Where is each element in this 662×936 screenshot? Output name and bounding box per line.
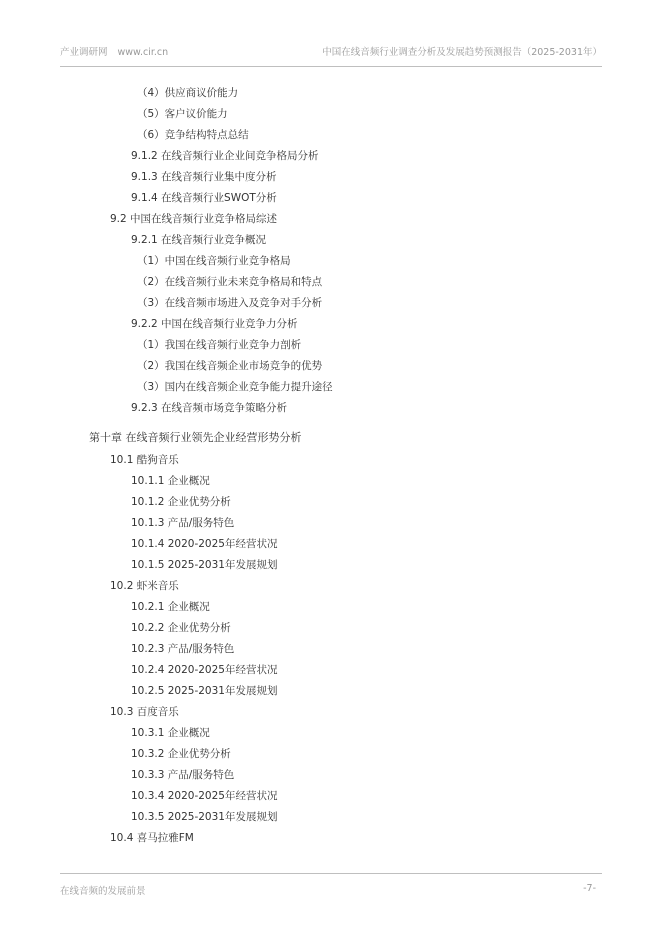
toc-entry: 10.3.5 2025-2031年发展规划: [131, 811, 278, 823]
toc-entry: 10.3.2 企业优势分析: [131, 748, 231, 760]
page-header: [60, 38, 602, 67]
toc-entry: 10.3 百度音乐: [110, 706, 179, 718]
toc-entry: 10.1.3 产品/服务特色: [131, 517, 235, 529]
toc-entry: 10.2.5 2025-2031年发展规划: [131, 685, 278, 697]
toc-entry: （3）国内在线音频企业竞争能力提升途径: [137, 381, 333, 393]
toc-entry: （6）竞争结构特点总结: [137, 129, 249, 141]
toc-entry: （3）在线音频市场进入及竞争对手分析: [137, 297, 323, 309]
toc-entry: 9.2.2 中国在线音频行业竞争力分析: [131, 318, 298, 330]
toc-entry: 9.1.2 在线音频行业企业间竞争格局分析: [131, 150, 319, 162]
toc-entry: （4）供应商议价能力: [137, 87, 239, 99]
page-footer: [60, 873, 602, 904]
toc-entry: 10.3.4 2020-2025年经营状况: [131, 790, 278, 802]
toc-entry: （5）客户议价能力: [137, 108, 228, 120]
toc-entry: （2）我国在线音频企业市场竞争的优势: [137, 360, 323, 372]
toc-entry: 9.2.1 在线音频行业竞争概况: [131, 234, 267, 246]
header-site: [60, 44, 168, 58]
toc-entry: 10.2.3 产品/服务特色: [131, 643, 235, 655]
toc-entry: （1）中国在线音频行业竞争格局: [137, 255, 291, 267]
toc-entry: 10.1.2 企业优势分析: [131, 496, 231, 508]
toc-entry: （1）我国在线音频行业竞争力剖析: [137, 339, 302, 351]
toc-entry: 10.1.1 企业概况: [131, 475, 210, 487]
toc-entry: 10.3.3 产品/服务特色: [131, 769, 235, 781]
toc-entry: 10.1.5 2025-2031年发展规划: [131, 559, 278, 571]
toc-entry: 10.1.4 2020-2025年经营状况: [131, 538, 278, 550]
toc-entry: 10.1 酷狗音乐: [110, 454, 179, 466]
toc-entry: 9.2.3 在线音频市场竞争策略分析: [131, 402, 288, 414]
page-number: -7-: [583, 883, 596, 894]
toc-entry: 10.3.1 企业概况: [131, 727, 210, 739]
toc-entry: （2）在线音频行业未来竞争格局和特点: [137, 276, 323, 288]
site-url: www.cir.cn: [117, 47, 169, 58]
site-name: 产业调研网: [60, 47, 108, 58]
toc-entry: 10.2.2 企业优势分析: [131, 622, 231, 634]
toc-entry: 10.2 虾米音乐: [110, 580, 179, 592]
toc-entry: 9.2 中国在线音频行业竞争格局综述: [110, 213, 278, 225]
footer-title: 在线音频的发展前景: [60, 886, 146, 897]
toc-chapter: 第十章 在线音频行业领先企业经营形势分析: [89, 431, 302, 444]
toc-entry: 9.1.4 在线音频行业SWOT分析: [131, 192, 277, 204]
toc-entry: 10.4 喜马拉雅FM: [110, 832, 194, 844]
toc-entry: 10.2.1 企业概况: [131, 601, 210, 613]
toc-entry: 9.1.3 在线音频行业集中度分析: [131, 171, 277, 183]
report-title: 中国在线音频行业调查分析及发展趋势预测报告（2025-2031年）: [322, 47, 602, 58]
toc-entry: 10.2.4 2020-2025年经营状况: [131, 664, 278, 676]
